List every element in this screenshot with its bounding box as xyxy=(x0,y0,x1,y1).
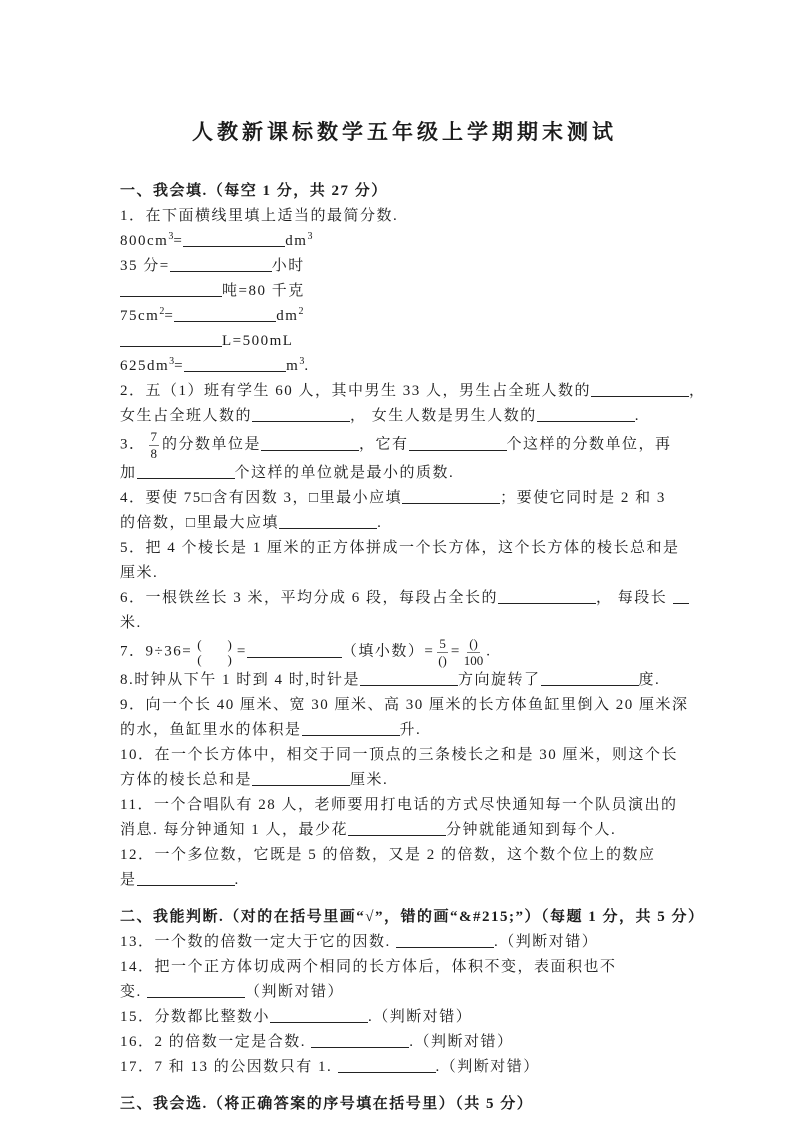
text-run: . xyxy=(634,408,641,424)
superscript: 2 xyxy=(159,306,165,317)
text-run: . xyxy=(486,643,492,660)
question-2-line-2 xyxy=(120,404,689,429)
question-5-line-1 xyxy=(120,536,689,561)
text-run: dm xyxy=(285,233,308,249)
text-run: . xyxy=(304,358,310,374)
spacer-2 xyxy=(120,1080,689,1092)
text-run: 3． xyxy=(120,436,146,453)
question-9-line-1 xyxy=(120,693,689,718)
question-4-line-2 xyxy=(120,511,689,536)
blank-field xyxy=(247,642,342,658)
question-13 xyxy=(120,930,689,955)
text-run: 三、我会选.（将正确答案的序号填在括号里）（共 5 分） xyxy=(120,1096,534,1113)
text-run: 4．要使 75□含有因数 3，□里最小应填 xyxy=(120,490,403,507)
text-run: 625dm xyxy=(120,358,170,374)
fraction-numerator: () xyxy=(469,636,478,652)
superscript: 2 xyxy=(298,306,304,317)
fraction-numerator: 7 xyxy=(150,429,158,444)
blank-field xyxy=(348,820,446,836)
section-2-header xyxy=(120,905,705,930)
page-title: 人教新课标数学五年级上学期期末测试 xyxy=(192,120,617,144)
text-run: （判断对错） xyxy=(245,984,345,1001)
fraction-numerator: ( ) xyxy=(197,636,232,652)
blank-field xyxy=(184,356,286,372)
text-run: dm xyxy=(276,308,299,324)
section-3-header xyxy=(120,1092,689,1117)
blank-field xyxy=(252,406,350,422)
blank-field xyxy=(360,670,458,686)
text-run: 2．五（1）班有学生 60 人，其中男生 33 人，男生占全班人数的 xyxy=(120,383,592,399)
fraction-denominator: 100 xyxy=(463,652,484,668)
question-11-line-2 xyxy=(120,818,689,843)
text-run: m xyxy=(286,358,300,374)
blank-field xyxy=(498,588,596,604)
question-9-line-2 xyxy=(120,718,689,743)
question-16 xyxy=(120,1030,689,1055)
text-run: 变. xyxy=(120,984,148,1001)
fraction-denominator: ( ) xyxy=(197,652,232,668)
blank-field xyxy=(252,770,350,786)
blank-field xyxy=(120,281,222,297)
text-run: 加 xyxy=(120,465,137,482)
blank-field xyxy=(270,1007,368,1023)
question-5-line-2 xyxy=(120,561,689,586)
text-run: （填小数）= xyxy=(341,643,435,660)
text-run: 一、我会填.（每空 1 分，共 27 分） xyxy=(120,183,388,199)
blank-field xyxy=(147,982,245,998)
text-run: 吨=80 千克 xyxy=(222,283,305,299)
blank-field xyxy=(137,463,235,479)
blank-field xyxy=(137,870,235,886)
text-run: = xyxy=(236,643,247,660)
text-run: ；要使它同时是 2 和 3 xyxy=(500,490,666,507)
text-run: .（判断对错） xyxy=(494,934,599,951)
question-6-line-2 xyxy=(120,611,689,636)
text-run: ， 每段长 xyxy=(596,590,673,607)
blank-field xyxy=(261,435,359,451)
text-run: ，它有 xyxy=(359,436,409,453)
q1-conversion-dm3-m3 xyxy=(120,354,689,379)
text-run: 厘米. xyxy=(350,772,389,789)
text-run: = xyxy=(174,358,185,374)
blank-field xyxy=(537,406,635,422)
fraction xyxy=(195,637,234,668)
q1-conversion-cm2-dm2 xyxy=(120,304,689,329)
question-10-line-1 xyxy=(120,743,689,768)
question-10-line-2 xyxy=(120,768,689,793)
text-run: 14．把一个正方体切成两个相同的长方体后，体积不变，表面积也不 xyxy=(120,959,617,976)
question-3-line-2 xyxy=(120,461,689,486)
blank-field xyxy=(170,256,272,272)
q1-conversion-ton-kg xyxy=(120,279,689,304)
fraction xyxy=(437,636,448,668)
question-12-line-2 xyxy=(120,868,689,893)
text-run: 二、我能判断.（对的在括号里画“√”，错的画“&#215;”）（每题 1 分，共 5 分） xyxy=(120,909,705,926)
text-run: 度. xyxy=(638,672,661,689)
text-run: L=500mL xyxy=(222,333,294,349)
fraction xyxy=(149,429,160,461)
blank-field xyxy=(302,720,400,736)
fraction-numerator: 5 xyxy=(439,636,446,652)
text-run: . xyxy=(234,872,240,889)
text-run: .（判断对错） xyxy=(435,1059,540,1076)
q1-conversion-l-ml xyxy=(120,329,689,354)
text-run: 6．一根铁丝长 3 米，平均分成 6 段，每段占全长的 xyxy=(120,590,499,607)
text-run: 5．把 4 个棱长是 1 厘米的正方体拼成一个长方体，这个长方体的棱长总和是 xyxy=(120,540,680,557)
text-run: 8.时钟从下午 1 时到 4 时,时针是 xyxy=(120,672,361,689)
q1-conversion-cm3-dm3 xyxy=(120,229,689,254)
text-run: 75cm xyxy=(120,308,160,324)
text-run: 分钟就能通知到每个人. xyxy=(446,822,617,839)
text-run: = xyxy=(164,308,175,324)
text-run: 17．7 和 13 的公因数只有 1. xyxy=(120,1059,338,1076)
question-12-line-1 xyxy=(120,843,689,868)
text-run: 的分数单位是 xyxy=(162,436,262,453)
text-run: 个这样的单位就是最小的质数. xyxy=(234,465,455,482)
text-run: 12．一个多位数，它既是 5 的倍数，又是 2 的倍数，这个数个位上的数应 xyxy=(120,847,656,864)
question-6-line-1 xyxy=(120,586,689,611)
text-run: 厘米. xyxy=(120,565,159,582)
text-run: 9．向一个长 40 厘米、宽 30 厘米、高 30 厘米的长方体鱼缸里倒入 20 厘米深 xyxy=(120,697,689,714)
text-run: ， xyxy=(689,383,706,399)
blank-field xyxy=(591,381,689,397)
blank-field xyxy=(174,306,276,322)
text-run: 的水，鱼缸里水的体积是 xyxy=(120,722,302,739)
text-run: 35 分= xyxy=(120,258,170,274)
text-run: 11．一个合唱队有 28 人，老师要用打电话的方式尽快通知每一个队员演出的 xyxy=(120,797,678,814)
question-8 xyxy=(120,668,689,693)
blank-field xyxy=(311,1032,409,1048)
text-run: 的倍数，□里最大应填 xyxy=(120,515,280,532)
fraction-denominator: () xyxy=(438,652,447,668)
text-run: = xyxy=(173,233,184,249)
text-run: 米. xyxy=(120,615,142,632)
text-run: 消息. 每分钟通知 1 人，最少花 xyxy=(120,822,349,839)
text-run: ， 女生人数是男生人数的 xyxy=(350,408,537,424)
text-run: . xyxy=(377,515,383,532)
text-run: 16．2 的倍数一定是合数. xyxy=(120,1034,312,1051)
question-1 xyxy=(120,204,689,229)
text-run: 13．一个数的倍数一定大于它的因数. xyxy=(120,934,397,951)
fraction-denominator: 8 xyxy=(150,445,158,461)
blank-field xyxy=(673,588,689,604)
blank-field xyxy=(338,1057,436,1073)
text-run: 小时 xyxy=(271,258,305,274)
superscript: 3 xyxy=(168,231,174,242)
blank-field xyxy=(402,488,500,504)
text-run: = xyxy=(450,643,461,660)
text-run: 15．分数都比整数小 xyxy=(120,1009,271,1026)
fraction xyxy=(464,636,484,668)
section-1-header xyxy=(120,179,689,204)
text-run: 女生占全班人数的 xyxy=(120,408,253,424)
text-run: 7．9÷36= xyxy=(120,643,193,660)
superscript: 3 xyxy=(299,356,305,367)
question-7 xyxy=(120,636,689,668)
question-4-line-1 xyxy=(120,486,689,511)
question-14-line-2 xyxy=(120,980,689,1005)
superscript: 3 xyxy=(169,356,175,367)
text-run: .（判断对错） xyxy=(368,1009,473,1026)
document-content xyxy=(120,179,706,1117)
text-run: 方向旋转了 xyxy=(458,672,541,689)
text-run: 方体的棱长总和是 xyxy=(120,772,253,789)
blank-field xyxy=(120,331,222,347)
text-run: 800cm xyxy=(120,233,169,249)
text-run: 10．在一个长方体中，相交于同一顶点的三条棱长之和是 30 厘米，则这个长 xyxy=(120,747,679,764)
blank-field xyxy=(183,231,285,247)
blank-field xyxy=(409,435,507,451)
text-run: 升. xyxy=(399,722,422,739)
text-run: .（判断对错） xyxy=(409,1034,514,1051)
blank-field xyxy=(396,932,494,948)
question-14-line-1 xyxy=(120,955,689,980)
q1-conversion-min-hour xyxy=(120,254,689,279)
text-run: 个这样的分数单位，再 xyxy=(506,436,672,453)
question-15 xyxy=(120,1005,689,1030)
blank-field xyxy=(279,513,377,529)
text-run: 1．在下面横线里填上适当的最简分数. xyxy=(120,208,399,224)
question-3-line-1 xyxy=(120,429,689,461)
question-11-line-1 xyxy=(120,793,689,818)
blank-field xyxy=(541,670,639,686)
superscript: 3 xyxy=(307,231,313,242)
spacer-1 xyxy=(120,893,689,905)
text-run: 是 xyxy=(120,872,137,889)
question-2-line-1 xyxy=(120,379,706,404)
question-17 xyxy=(120,1055,689,1080)
